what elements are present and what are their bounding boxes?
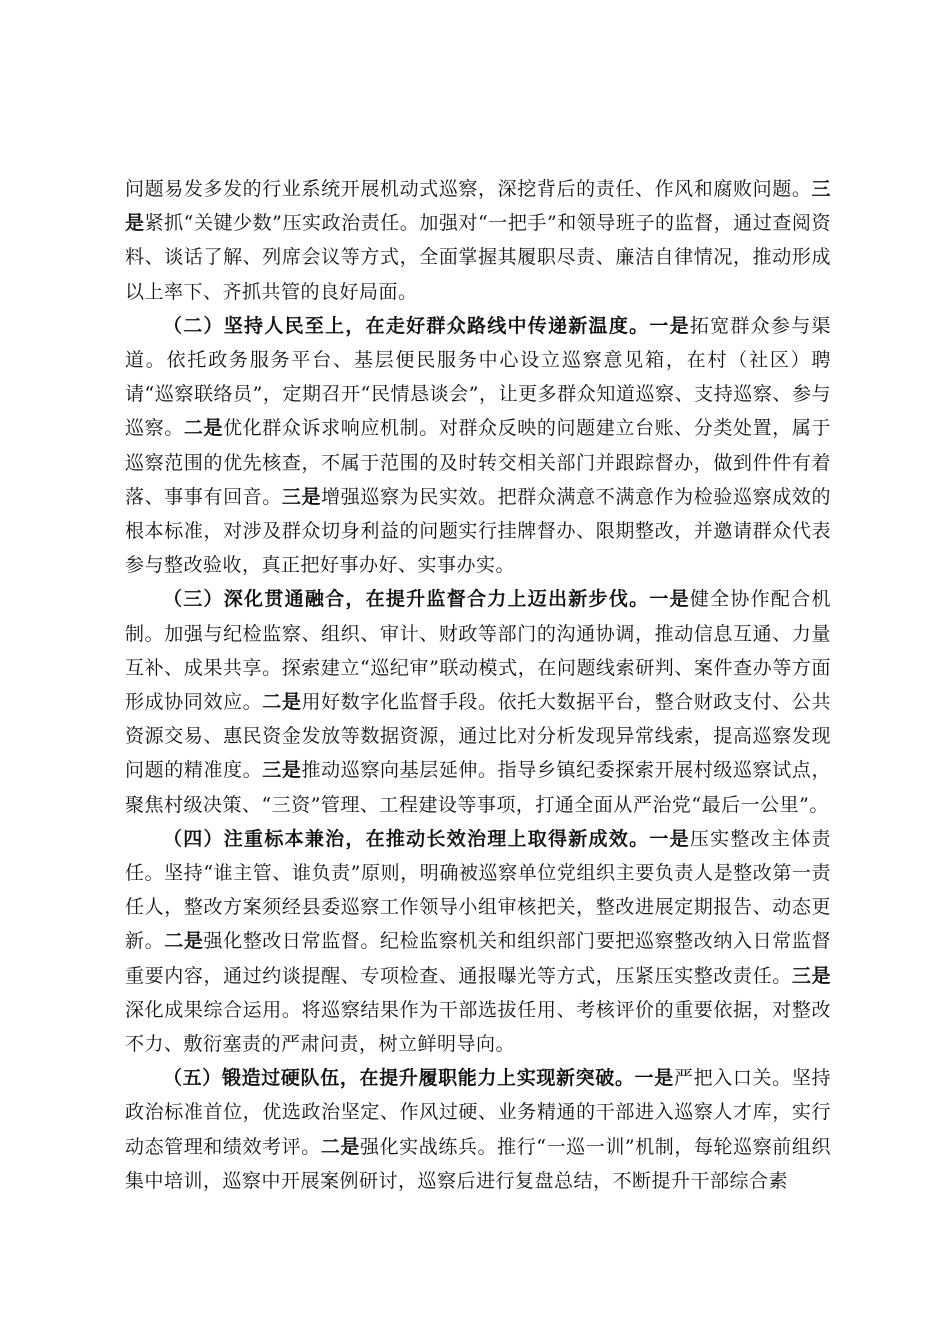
- body-text: 紧抓“关键少数”压实政治责任。加强对“一把手”和领导班子的监督，通过查阅资料、谈话了解、列席会议等方式，全面掌握其履职尽责、廉洁自律情况，推动形成以上率下、齐抓共管的良好局面。: [125, 212, 831, 303]
- body-text: 用好数字化监督手段。依托大数据平台，整合财政支付、公共资源交易、惠民资金发放等数据资源，通过比对分析发现异常线索，提高巡察发现问题的精准度。: [125, 691, 831, 782]
- bold-text: 一是: [649, 588, 690, 611]
- body-text: 问题易发多发的行业系统开展机动式巡察，深挖背后的责任、作风和腐败问题。: [125, 178, 812, 200]
- bold-text: 二是: [262, 691, 302, 714]
- body-text: 增强巡察为民实效。把群众满意不满意作为检验巡察成效的根本标准，对涉及群众切身利益的问题实行挂牌督办、限期整改，并邀请群众代表参与整改验收，真正把好事办好、实事办实。: [125, 485, 831, 577]
- body-text: 压实整改主体责任。坚持“谁主管、谁负责”原则，明确被巡察单位党组织主要负责人是整改第一责任人，整改方案须经县委巡察工作领导小组审核把关，整改进展定期报告、动态更新。: [125, 827, 831, 953]
- bold-text: 三是: [281, 485, 322, 508]
- body-text: 深化成果综合运用。将巡察结果作为干部选拔任用、考核评价的重要依据，对整改不力、敷衍塞责的严肃问责，树立鲜明导向。: [125, 998, 831, 1056]
- document-body: [125, 172, 831, 1198]
- paragraph: [125, 309, 831, 583]
- bold-text: 二是: [183, 417, 224, 440]
- body-text: 推动巡察向基层延伸。指导乡镇纪委探索开展村级巡察试点，聚焦村级决策、“三资”管理、工程建设等事项，打通全面从严治党“最后一公里”。: [125, 759, 831, 816]
- bold-text: 一是: [649, 827, 690, 850]
- paragraph: [125, 582, 831, 821]
- bold-text: （四）注重标本兼治，在推动长效治理上取得新成效。: [163, 827, 650, 850]
- paragraph: [125, 172, 831, 309]
- bold-text: 二是: [320, 1135, 361, 1158]
- bold-text: 一是: [634, 1067, 674, 1090]
- paragraph: [125, 822, 831, 1061]
- bold-text: 一是: [649, 314, 690, 337]
- body-text: 强化整改日常监督。纪检监察机关和组织部门要把巡察整改纳入日常监督重要内容，通过约谈提醒、专项检查、通报曝光等方式，压紧压实整改责任。: [125, 930, 831, 987]
- bold-text: 二是: [164, 930, 204, 953]
- bold-text: （三）深化贯通融合，在提升监督合力上迈出新步伐。: [163, 588, 650, 611]
- body-text: 强化实战练兵。推行“一巡一训”机制，每轮巡察前组织集中培训，巡察中开展案例研讨，巡察后进行复盘总结，不断提升干部综合素: [125, 1135, 831, 1192]
- bold-text: 三是: [125, 178, 831, 235]
- body-text: 健全协作配合机制。加强与纪检监察、组织、审计、财政等部门的沟通协调，推动信息互通、力量互补、成果共享。探索建立“巡纪审”联动模式，在问题线索研判、案件查办等方面形成协同效应。: [125, 588, 831, 714]
- bold-text: （五）锻造过硬队伍，在提升履职能力上实现新突破。: [163, 1067, 635, 1090]
- body-text: 严把入口关。坚持政治标准首位，优选政治坚定、作风过硬、业务精通的干部进入巡察人才库，实行动态管理和绩效考评。: [125, 1067, 831, 1158]
- bold-text: （二）坚持人民至上，在走好群众路线中传递新温度。: [163, 314, 650, 337]
- paragraph: [125, 1061, 831, 1198]
- body-text: 优化群众诉求响应机制。对群众反映的问题建立台账、分类处置，属于巡察范围的优先核查，不属于范围的及时转交相关部门并跟踪督办，做到件件有着落、事事有回音。: [125, 417, 831, 508]
- bold-text: 三是: [262, 759, 302, 782]
- bold-text: 三是: [791, 964, 831, 987]
- body-text: 拓宽群众参与渠道。依托政务服务平台、基层便民服务中心设立巡察意见箱，在村（社区）聘请“巡察联络员”，定期召开“民情恳谈会”，让更多群众知道巡察、支持巡察、参与巡察。: [125, 314, 831, 440]
